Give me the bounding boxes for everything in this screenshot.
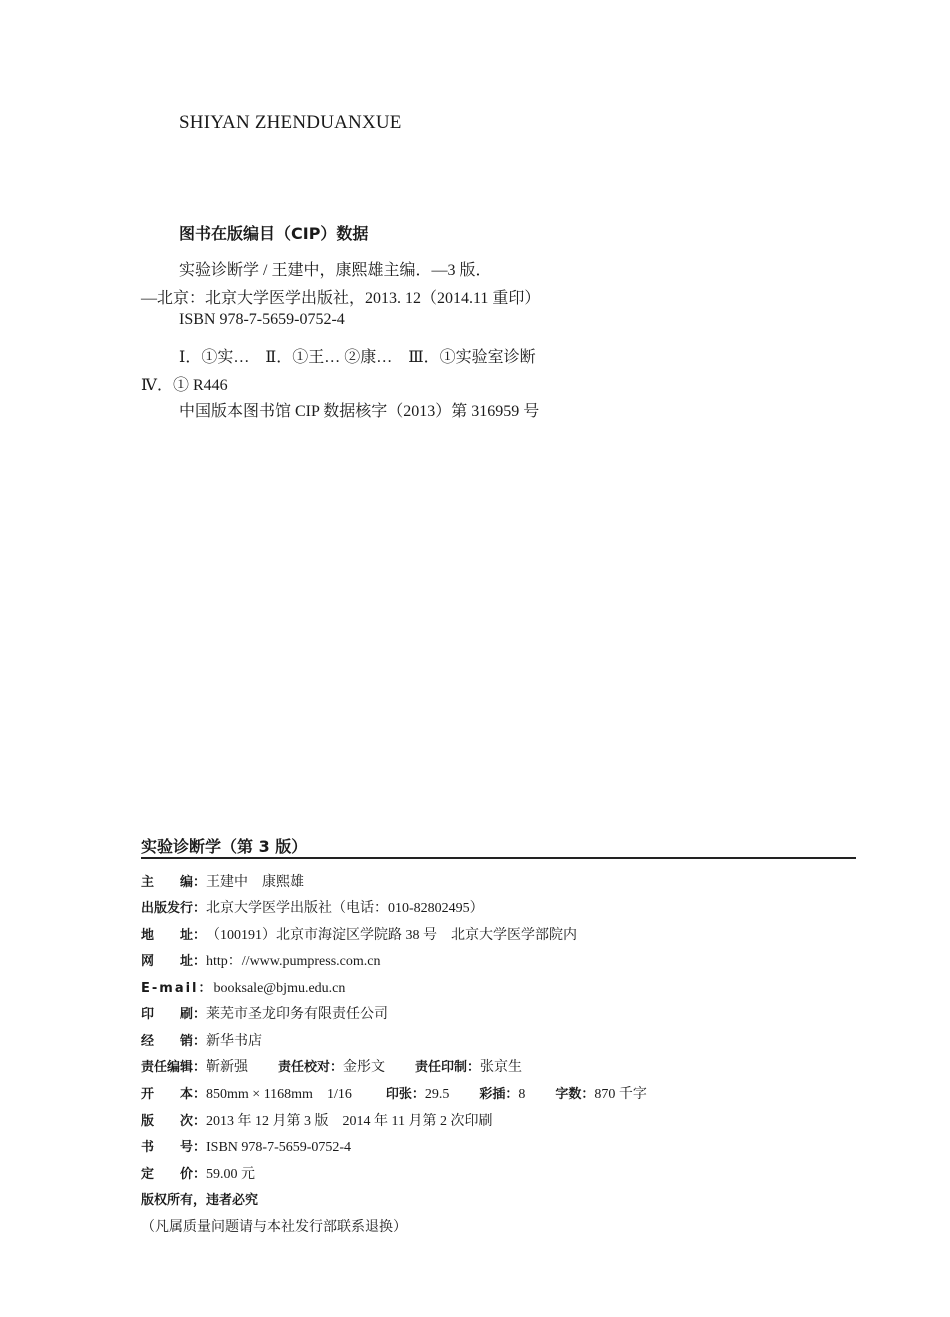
sheets-value: 29.5 xyxy=(424,1087,450,1102)
email-row xyxy=(141,977,345,997)
cip-isbn: ISBN 978-7-5659-0752-4 xyxy=(179,311,345,328)
word-count-value: 870 千字 xyxy=(594,1087,647,1102)
price-row xyxy=(141,1163,255,1183)
distributor-label: 经 销： xyxy=(141,1034,207,1049)
edition-value: 2013 年 12 月第 3 版 2014 年 11 月第 2 次印刷 xyxy=(206,1114,493,1129)
email-label: E-mail： xyxy=(141,981,214,996)
address-row xyxy=(141,924,577,944)
book-number-label: 书 号： xyxy=(141,1140,207,1155)
printer-row xyxy=(141,1003,388,1023)
color-plates-value: 8 xyxy=(518,1087,526,1102)
cip-classification-line2: Ⅳ．① R446 xyxy=(141,377,228,394)
copyright-notice: 版权所有，违者必究 xyxy=(141,1193,259,1208)
proofreader-value: 金彤文 xyxy=(343,1060,386,1075)
editor-row xyxy=(141,871,304,891)
sheets-label: 印张： xyxy=(385,1087,425,1102)
publisher-value: 北京大学医学出版社（电话：010-82802495） xyxy=(206,901,484,916)
format-label: 开 本： xyxy=(141,1087,207,1102)
print-manager-label: 责任印制： xyxy=(415,1060,481,1075)
distributor-row xyxy=(141,1030,262,1050)
book-number-row xyxy=(141,1136,351,1156)
address-value: （100191）北京市海淀区学院路 38 号 北京大学医学部院内 xyxy=(206,928,578,943)
edition-label: 版 次： xyxy=(141,1114,207,1129)
price-label: 定 价： xyxy=(141,1167,207,1182)
book-number-value: ISBN 978-7-5659-0752-4 xyxy=(206,1140,352,1155)
printer-value: 莱芜市圣龙印务有限责任公司 xyxy=(206,1007,389,1022)
cip-classification-line1: Ⅰ．①实… Ⅱ．①王… ②康… Ⅲ．①实验室诊断 xyxy=(179,349,536,366)
print-manager-value: 张京生 xyxy=(480,1060,523,1075)
colophon-title: 实验诊断学（第 3 版） xyxy=(141,837,308,856)
publisher-row xyxy=(141,897,484,917)
email-value: booksale@bjmu.edu.cn xyxy=(213,981,346,996)
cip-publisher-line: —北京：北京大学医学出版社，2013. 12（2014.11 重印） xyxy=(141,290,541,307)
proofreader-label: 责任校对： xyxy=(278,1060,344,1075)
format-value: 850mm × 1168mm 1/16 xyxy=(206,1087,352,1102)
responsibility-row xyxy=(141,1056,522,1076)
website-row xyxy=(141,950,380,970)
return-note: （凡属质量问题请与本社发行部联系退换） xyxy=(141,1220,407,1235)
word-count-label: 字数： xyxy=(555,1087,595,1102)
distributor-value: 新华书店 xyxy=(206,1034,263,1049)
address-label: 地 址： xyxy=(141,928,207,943)
resp-editor-label: 责任编辑： xyxy=(141,1060,207,1075)
printer-label: 印 刷： xyxy=(141,1007,207,1022)
resp-editor-value: 靳新强 xyxy=(206,1060,249,1075)
title-rule xyxy=(141,857,856,859)
format-row xyxy=(141,1083,647,1103)
cip-heading: 图书在版编目（CIP）数据 xyxy=(179,224,369,243)
copyright-row xyxy=(141,1189,258,1209)
website-value: http：//www.pumpress.com.cn xyxy=(206,954,381,969)
cip-number: 中国版本图书馆 CIP 数据核字（2013）第 316959 号 xyxy=(179,403,540,420)
editor-label: 主 编： xyxy=(141,875,207,890)
website-label: 网 址： xyxy=(141,954,207,969)
publisher-label: 出版发行： xyxy=(141,901,207,916)
price-value: 59.00 元 xyxy=(206,1167,256,1182)
color-plates-label: 彩插： xyxy=(479,1087,519,1102)
edition-row xyxy=(141,1110,493,1130)
pinyin-title: SHIYAN ZHENDUANXUE xyxy=(179,112,402,133)
cip-title-line: 实验诊断学 / 王建中，康熙雄主编．—3 版． xyxy=(179,262,492,279)
editor-value: 王建中 康熙雄 xyxy=(206,875,305,890)
